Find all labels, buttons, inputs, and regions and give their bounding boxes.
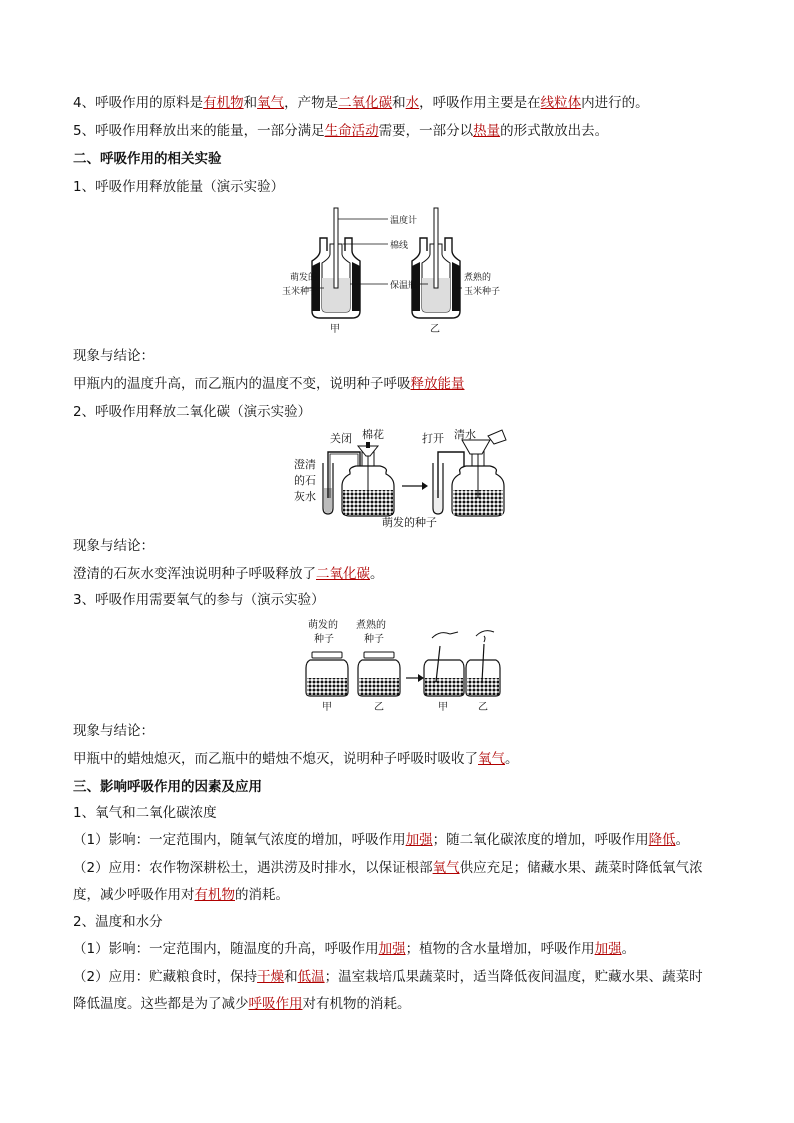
- right-seed-label-b: 玉米种子: [464, 287, 501, 297]
- cotton-label: 棉线: [390, 241, 409, 251]
- text-segment: 供应充足；储藏水果、蔬菜时降低氧气浓: [459, 860, 703, 876]
- text-segment: 度，减少呼吸作用对: [73, 887, 195, 903]
- result-label: [73, 722, 154, 740]
- conclusion-line: [73, 375, 465, 393]
- factor-effect: [73, 940, 635, 958]
- cotton-label: 棉花: [362, 428, 384, 441]
- text-line: [73, 122, 608, 140]
- limewater-label-2: 的石: [294, 474, 316, 487]
- result-label: [73, 537, 154, 555]
- text-segment: 的形式散放出去。: [500, 123, 609, 139]
- text-segment: 的消耗。: [235, 887, 289, 903]
- highlighted-term: 加强: [378, 941, 406, 957]
- text-segment: 甲瓶内的温度升高，而乙瓶内的温度不变，说明种子呼吸: [73, 376, 411, 392]
- highlighted-term: 二氧化碳: [316, 566, 370, 582]
- limewater-label-1: 澄清: [294, 458, 316, 471]
- text-segment: 1、氧气和二氧化碳浓度: [73, 805, 217, 821]
- text-segment: 4、呼吸作用的原料是: [73, 95, 204, 111]
- text-segment: 现象与结论：: [73, 538, 154, 554]
- text-segment: 。: [621, 941, 636, 957]
- text-segment: 5、呼吸作用释放出来的能量，一部分满足: [73, 123, 325, 139]
- text-segment: 。: [370, 566, 384, 582]
- highlighted-term: 干燥: [257, 969, 285, 985]
- result-label: [73, 347, 154, 365]
- seeds-label: 萌发的种子: [382, 516, 437, 529]
- text-segment: （2）应用：贮藏粮食时，保持: [73, 969, 258, 985]
- factor-title: [73, 913, 163, 931]
- highlighted-term: 释放能量: [410, 376, 465, 392]
- conclusion-line: [73, 750, 519, 768]
- text-segment: 和: [284, 969, 298, 985]
- jar-yi-label-2: 乙: [478, 702, 488, 713]
- flask-yi-label: 乙: [430, 324, 440, 335]
- text-segment: 现象与结论：: [73, 723, 154, 739]
- highlighted-term: 呼吸作用: [248, 996, 303, 1012]
- flask-label: 保温瓶: [390, 281, 418, 291]
- text-segment: 。: [675, 832, 690, 848]
- highlighted-term: 有机物: [194, 887, 235, 903]
- figure-thermos-experiment: [282, 206, 510, 336]
- section-heading: [73, 778, 262, 796]
- section-heading: [73, 150, 222, 168]
- text-segment: ；温室栽培瓜果蔬菜时，适当降低夜间温度，贮藏水果、蔬菜时: [324, 969, 703, 985]
- factor-application: [73, 968, 703, 986]
- highlighted-term: 加强: [594, 941, 622, 957]
- right-seed-label-a: 煮熟的: [464, 273, 492, 283]
- text-segment: ，产物是: [284, 95, 339, 111]
- figure-co2-experiment: [290, 428, 510, 528]
- left-seed-label-a: 萌发的: [290, 273, 318, 283]
- boiled-label-a: 煮熟的: [356, 620, 386, 631]
- highlighted-term: 二氧化碳: [338, 95, 393, 111]
- highlighted-term: 有机物: [203, 95, 244, 111]
- text-segment: 现象与结论：: [73, 348, 154, 364]
- highlighted-term: 线粒体: [540, 95, 582, 111]
- text-segment: 1、呼吸作用释放能量（演示实验）: [73, 179, 285, 195]
- germ-label-b: 种子: [314, 634, 334, 645]
- experiment-title: [73, 178, 284, 196]
- flask-jia-label: 甲: [330, 324, 340, 335]
- factor-effect: [73, 831, 689, 849]
- open-label: 打开: [422, 432, 444, 445]
- text-segment: 和: [392, 95, 406, 111]
- text-segment: 三、影响呼吸作用的因素及应用: [73, 779, 262, 795]
- text-segment: 二、呼吸作用的相关实验: [73, 151, 222, 167]
- experiment-title: [73, 403, 311, 421]
- text-segment: （1）影响：一定范围内，随氧气浓度的增加，呼吸作用: [73, 832, 406, 848]
- text-segment: （1）影响：一定范围内，随温度的升高，呼吸作用: [73, 941, 379, 957]
- experiment-title: [73, 591, 325, 609]
- jar-yi-label: 乙: [374, 702, 384, 713]
- text-segment: 需要，一部分以: [378, 123, 474, 139]
- limewater-label-3: 灰水: [294, 490, 316, 503]
- text-line: [73, 94, 649, 112]
- germ-label-a: 萌发的: [308, 620, 338, 631]
- highlighted-term: 生命活动: [324, 123, 379, 139]
- text-segment: 对有机物的消耗。: [302, 996, 411, 1012]
- conclusion-line: [73, 565, 384, 583]
- text-segment: 2、温度和水分: [73, 914, 163, 930]
- text-segment: 2、呼吸作用释放二氧化碳（演示实验）: [73, 404, 312, 420]
- water-label: 清水: [454, 428, 476, 441]
- highlighted-term: 氧气: [478, 751, 505, 767]
- text-segment: ；植物的含水量增加，呼吸作用: [405, 941, 595, 957]
- text-segment: （2）应用：农作物深耕松土，遇洪涝及时排水，以保证根部: [73, 860, 433, 876]
- text-segment: ；随二氧化碳浓度的增加，呼吸作用: [432, 832, 649, 848]
- highlighted-term: 降低: [648, 832, 676, 848]
- boiled-label-b: 种子: [364, 634, 384, 645]
- highlighted-term: 氧气: [432, 860, 460, 876]
- text-segment: 和: [243, 95, 258, 111]
- closed-label: 关闭: [330, 432, 352, 445]
- text-segment: 内进行的。: [581, 95, 649, 111]
- highlighted-term: 加强: [405, 832, 433, 848]
- text-segment: 3、呼吸作用需要氧气的参与（演示实验）: [73, 592, 325, 608]
- factor-application-cont: [73, 995, 411, 1013]
- text-segment: 澄清的石灰水变浑浊说明种子呼吸释放了: [73, 566, 316, 582]
- text-segment: 。: [505, 751, 519, 767]
- jar-jia-label-2: 甲: [438, 702, 448, 713]
- highlighted-term: 热量: [473, 123, 501, 139]
- text-segment: 甲瓶中的蜡烛熄灭，而乙瓶中的蜡烛不熄灭，说明种子呼吸时吸收了: [73, 751, 478, 767]
- factor-application: [73, 859, 703, 877]
- factor-application-cont: [73, 886, 289, 904]
- thermometer-label: 温度计: [390, 216, 418, 226]
- highlighted-term: 氧气: [257, 95, 285, 111]
- figure-oxygen-experiment: [300, 616, 500, 712]
- text-segment: ，呼吸作用主要是在: [419, 95, 541, 111]
- factor-title: [73, 804, 217, 822]
- left-seed-label-b: 玉米种子: [282, 287, 319, 297]
- highlighted-term: 水: [405, 95, 420, 111]
- text-segment: 降低温度。这些都是为了减少: [73, 996, 249, 1012]
- highlighted-term: 低温: [297, 969, 325, 985]
- jar-jia-label: 甲: [322, 702, 332, 713]
